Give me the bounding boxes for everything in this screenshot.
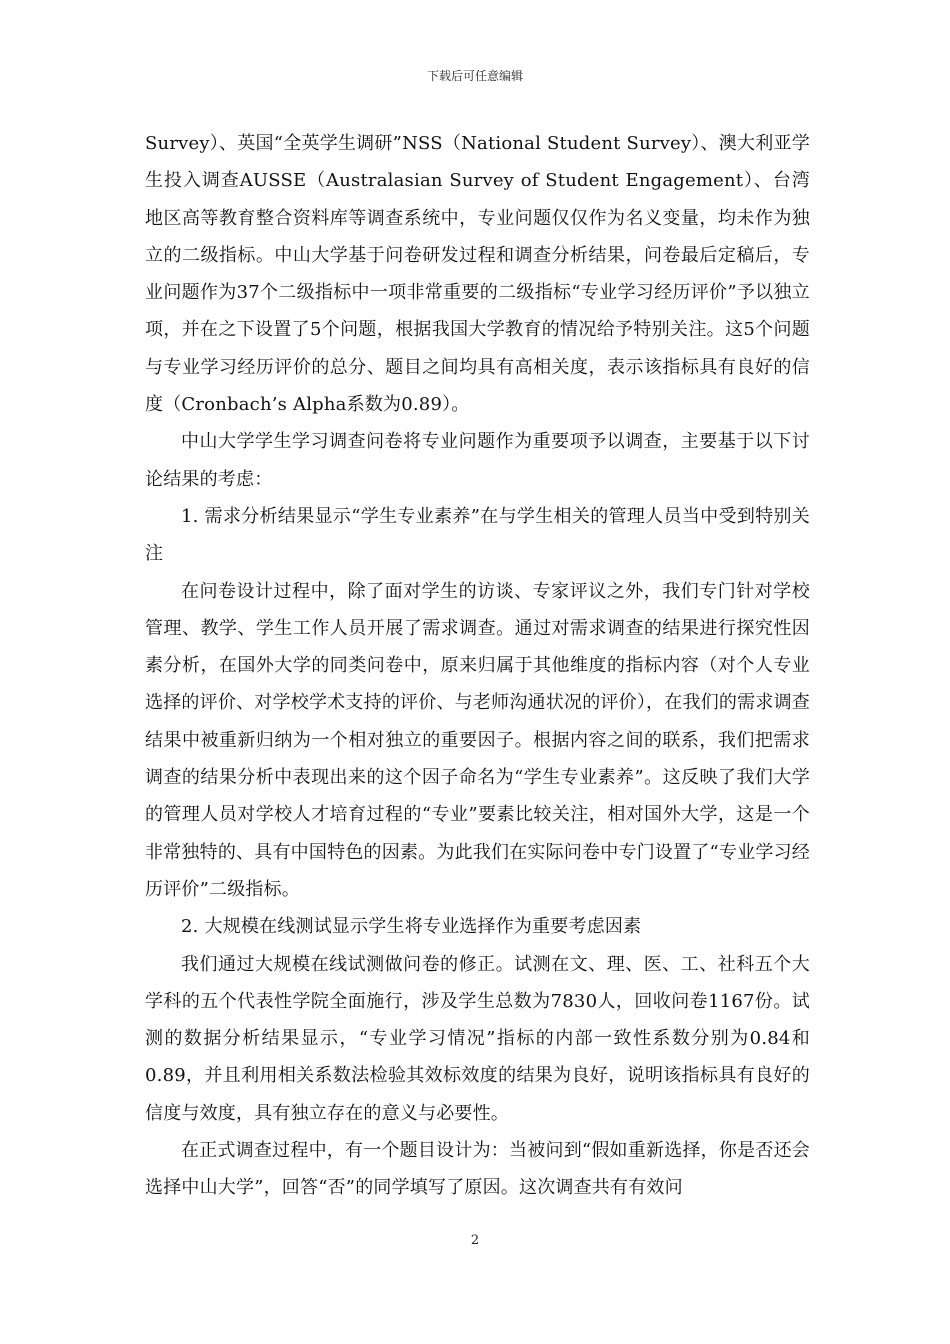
document-body (145, 125, 810, 1207)
paragraph-section-1: 在问卷设计过程中，除了面对学生的访谈、专家评议之外，我们专门针对学校管理、教学、学生工作人员开展了需求调查。通过对需求调查的结果进行探究性因素分析，在国外大学的同类问卷中，原来归属于其他维度的指标内容（对个人专业选择的评价、对学校学术支持的评价、与老师沟通状况的评价），在我们的需求调查结果中被重新归纳为一个相对独立的重要因子。根据内容之间的联系，我们把需求调查的结果分析中表现出来的这个因子命名为“学生专业素养”。这反映了我们大学的管理人员对学校人才培育过程的“专业”要素比较关注，相对国外大学，这是一个非常独特的、具有中国特色的因素。为此我们在实际问卷中专门设置了“专业学习经历评价”二级指标。 (145, 580, 810, 900)
paragraph-section-2: 我们通过大规模在线试测做问卷的修正。试测在文、理、医、工、社科五个大学科的五个代表性学院全面施行，涉及学生总数为7830人，回收问卷1167份。试测的数据分析结果显示，“专业学习情况”指标的内部一致性系数分别为0.84和0.89，并且利用相关系数法检验其效标效度的结果为良好，说明该指标具有良好的信度与效度，具有独立存在的意义与必要性。 (145, 953, 810, 1124)
paragraph-survey: 在正式调查过程中，有一个题目设计为：当被问到“假如重新选择，你是否还会选择中山大学”，回答“否”的同学填写了原因。这次调查共有有效问 (145, 1140, 810, 1199)
page-number: 2 (470, 1233, 480, 1248)
section-heading-1: 1. 需求分析结果显示“学生专业素养”在与学生相关的管理人员当中受到特别关注 (145, 505, 810, 565)
section-heading-2: 2. 大规模在线测试显示学生将专业选择作为重要考虑因素 (181, 916, 642, 938)
paragraph-intro: 中山大学学生学习调查问卷将专业问题作为重要项予以调查，主要基于以下讨论结果的考虑： (145, 431, 810, 490)
paragraph-continuation: Survey）、英国“全英学生调研”NSS（National Student Survey）、澳大利亚学生投入调查AUSSE（Australasian Survey of Student Engagement）、台湾地区高等教育整合资料库等调查系统中，专业问题仅仅作为名义变量，均未作为独立的二级指标。中山大学基于问卷研发过程和调查分析结果，问卷最后定稿后，专业问题作为37个二级指标中一项非常重要的二级指标“专业学习经历评价”予以独立项，并在之下设置了5个问题，根据我国大学教育的情况给予特别关注。这5个问题与专业学习经历评价的总分、题目之间均具有高相关度，表示该指标具有良好的信度（Cronbach’s Alpha系数为0.89）。 (145, 133, 810, 416)
page-header: 下载后可任意编辑 (426, 69, 523, 83)
